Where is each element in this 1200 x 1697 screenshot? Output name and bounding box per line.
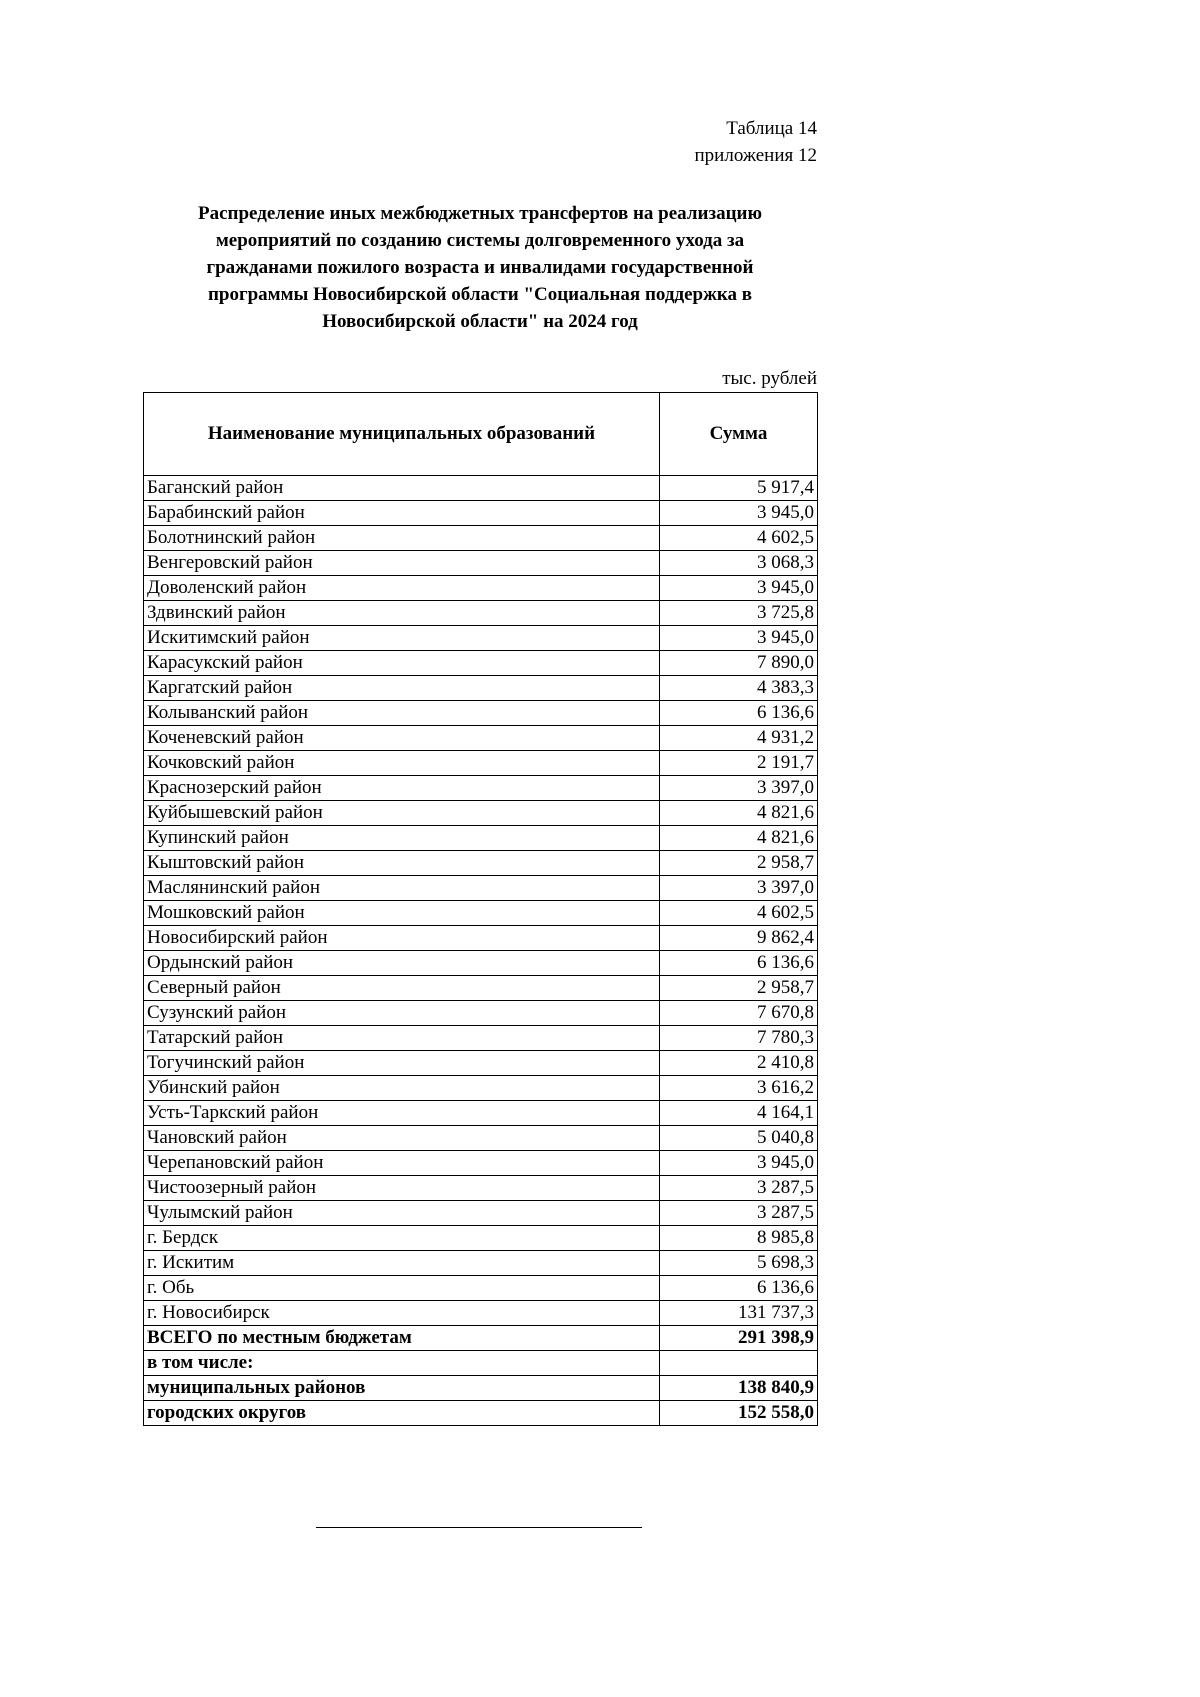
municipality-sum: 4 164,1	[659, 1101, 817, 1126]
municipality-name: Маслянинский район	[144, 876, 660, 901]
municipality-name: Татарский район	[144, 1026, 660, 1051]
municipality-name: Северный район	[144, 976, 660, 1001]
end-separator-line	[316, 1527, 642, 1528]
municipality-sum: 3 945,0	[659, 626, 817, 651]
table-row	[144, 1051, 818, 1076]
municipality-name: Ордынский район	[144, 951, 660, 976]
column-header-name: Наименование муниципальных образований	[144, 393, 660, 476]
municipality-sum: 3 945,0	[659, 501, 817, 526]
table-row	[144, 701, 818, 726]
table-summary	[144, 1326, 818, 1426]
municipality-name: Доволенский район	[144, 576, 660, 601]
municipality-name: Чановский район	[144, 1126, 660, 1151]
table-row	[144, 901, 818, 926]
municipality-sum: 9 862,4	[659, 926, 817, 951]
table-row	[144, 1201, 818, 1226]
including-row	[144, 1351, 818, 1376]
municipality-name: Баганский район	[144, 476, 660, 501]
municipality-name: Искитимский район	[144, 626, 660, 651]
municipality-sum: 2 410,8	[659, 1051, 817, 1076]
okrugs-row	[144, 1401, 818, 1426]
municipality-name: Венгеровский район	[144, 551, 660, 576]
table-row	[144, 926, 818, 951]
municipality-sum: 2 958,7	[659, 976, 817, 1001]
appendix-reference: приложения 12	[694, 145, 817, 166]
municipality-sum: 3 287,5	[659, 1176, 817, 1201]
municipality-name: Кыштовский район	[144, 851, 660, 876]
municipality-name: Черепановский район	[144, 1151, 660, 1176]
table-row	[144, 1276, 818, 1301]
municipality-name: г. Бердск	[144, 1226, 660, 1251]
municipality-sum: 7 780,3	[659, 1026, 817, 1051]
municipality-name: Мошковский район	[144, 901, 660, 926]
municipality-sum: 6 136,6	[659, 701, 817, 726]
municipality-name: г. Обь	[144, 1276, 660, 1301]
table-row	[144, 576, 818, 601]
table-header-row	[144, 393, 818, 476]
municipality-name: Тогучинский район	[144, 1051, 660, 1076]
districts-label: муниципальных районов	[144, 1376, 660, 1401]
title-line: гражданами пожилого возраста и инвалидами государственной	[206, 257, 754, 278]
total-label: ВСЕГО по местным бюджетам	[144, 1326, 660, 1351]
table-row	[144, 776, 818, 801]
table-row	[144, 751, 818, 776]
municipality-name: Коченевский район	[144, 726, 660, 751]
table-body	[144, 476, 818, 1326]
title-line: Распределение иных межбюджетных трансфертов на реализацию	[198, 203, 762, 224]
municipality-sum: 3 397,0	[659, 876, 817, 901]
title-line: программы Новосибирской области "Социальная поддержка в	[207, 284, 753, 305]
municipality-sum: 3 945,0	[659, 1151, 817, 1176]
municipality-sum: 6 136,6	[659, 951, 817, 976]
document-title	[150, 200, 810, 335]
table-row	[144, 1101, 818, 1126]
okrugs-label: городских округов	[144, 1401, 660, 1426]
municipality-sum: 4 931,2	[659, 726, 817, 751]
table-row	[144, 1301, 818, 1326]
municipality-sum: 4 383,3	[659, 676, 817, 701]
municipality-name: Карасукский район	[144, 651, 660, 676]
table-row	[144, 601, 818, 626]
table-row	[144, 826, 818, 851]
municipality-sum: 7 670,8	[659, 1001, 817, 1026]
municipality-name: Каргатский район	[144, 676, 660, 701]
table-number: Таблица 14	[726, 118, 817, 139]
municipality-name: г. Искитим	[144, 1251, 660, 1276]
districts-sum: 138 840,9	[659, 1376, 817, 1401]
title-line: Новосибирской области" на 2024 год	[322, 311, 638, 332]
table-row	[144, 851, 818, 876]
table-row	[144, 951, 818, 976]
districts-row	[144, 1376, 818, 1401]
table-row	[144, 1176, 818, 1201]
table-row	[144, 651, 818, 676]
municipality-name: Усть-Таркский район	[144, 1101, 660, 1126]
municipality-sum: 131 737,3	[659, 1301, 817, 1326]
municipality-sum: 4 821,6	[659, 826, 817, 851]
municipality-sum: 3 287,5	[659, 1201, 817, 1226]
total-row	[144, 1326, 818, 1351]
municipality-sum: 4 602,5	[659, 901, 817, 926]
municipality-sum: 8 985,8	[659, 1226, 817, 1251]
municipality-sum: 5 698,3	[659, 1251, 817, 1276]
municipality-sum: 3 945,0	[659, 576, 817, 601]
municipality-sum: 4 602,5	[659, 526, 817, 551]
municipality-name: Сузунский район	[144, 1001, 660, 1026]
municipality-sum: 5 917,4	[659, 476, 817, 501]
municipality-sum: 2 958,7	[659, 851, 817, 876]
okrugs-sum: 152 558,0	[659, 1401, 817, 1426]
units-label: тыс. рублей	[722, 368, 817, 389]
including-label: в том числе:	[144, 1351, 660, 1376]
municipality-name: Чистоозерный район	[144, 1176, 660, 1201]
municipality-name: г. Новосибирск	[144, 1301, 660, 1326]
table-row	[144, 1126, 818, 1151]
table-row	[144, 801, 818, 826]
table-row	[144, 1251, 818, 1276]
municipality-sum: 6 136,6	[659, 1276, 817, 1301]
table-row	[144, 1076, 818, 1101]
municipality-name: Болотнинский район	[144, 526, 660, 551]
title-line: мероприятий по созданию системы долговременного ухода за	[215, 230, 745, 251]
municipality-name: Чулымский район	[144, 1201, 660, 1226]
table-row	[144, 726, 818, 751]
municipality-name: Кочковский район	[144, 751, 660, 776]
municipality-sum: 2 191,7	[659, 751, 817, 776]
municipality-name: Колыванский район	[144, 701, 660, 726]
municipality-name: Куйбышевский район	[144, 801, 660, 826]
municipality-sum: 7 890,0	[659, 651, 817, 676]
table-row	[144, 1026, 818, 1051]
municipality-name: Новосибирский район	[144, 926, 660, 951]
municipality-sum: 3 616,2	[659, 1076, 817, 1101]
table-row	[144, 676, 818, 701]
municipality-name: Здвинский район	[144, 601, 660, 626]
table-row	[144, 976, 818, 1001]
column-header-sum: Сумма	[659, 393, 817, 476]
table-row	[144, 1226, 818, 1251]
table-row	[144, 626, 818, 651]
including-sum	[659, 1351, 817, 1376]
table-row	[144, 876, 818, 901]
table-row	[144, 1001, 818, 1026]
municipality-sum: 3 397,0	[659, 776, 817, 801]
municipality-sum: 4 821,6	[659, 801, 817, 826]
distribution-table	[143, 392, 818, 1426]
table-row	[144, 476, 818, 501]
table-row	[144, 551, 818, 576]
municipality-sum: 3 068,3	[659, 551, 817, 576]
municipality-name: Купинский район	[144, 826, 660, 851]
municipality-sum: 5 040,8	[659, 1126, 817, 1151]
municipality-name: Краснозерский район	[144, 776, 660, 801]
municipality-name: Барабинский район	[144, 501, 660, 526]
table-row	[144, 526, 818, 551]
municipality-name: Убинский район	[144, 1076, 660, 1101]
municipality-sum: 3 725,8	[659, 601, 817, 626]
total-sum: 291 398,9	[659, 1326, 817, 1351]
table-row	[144, 1151, 818, 1176]
table-row	[144, 501, 818, 526]
